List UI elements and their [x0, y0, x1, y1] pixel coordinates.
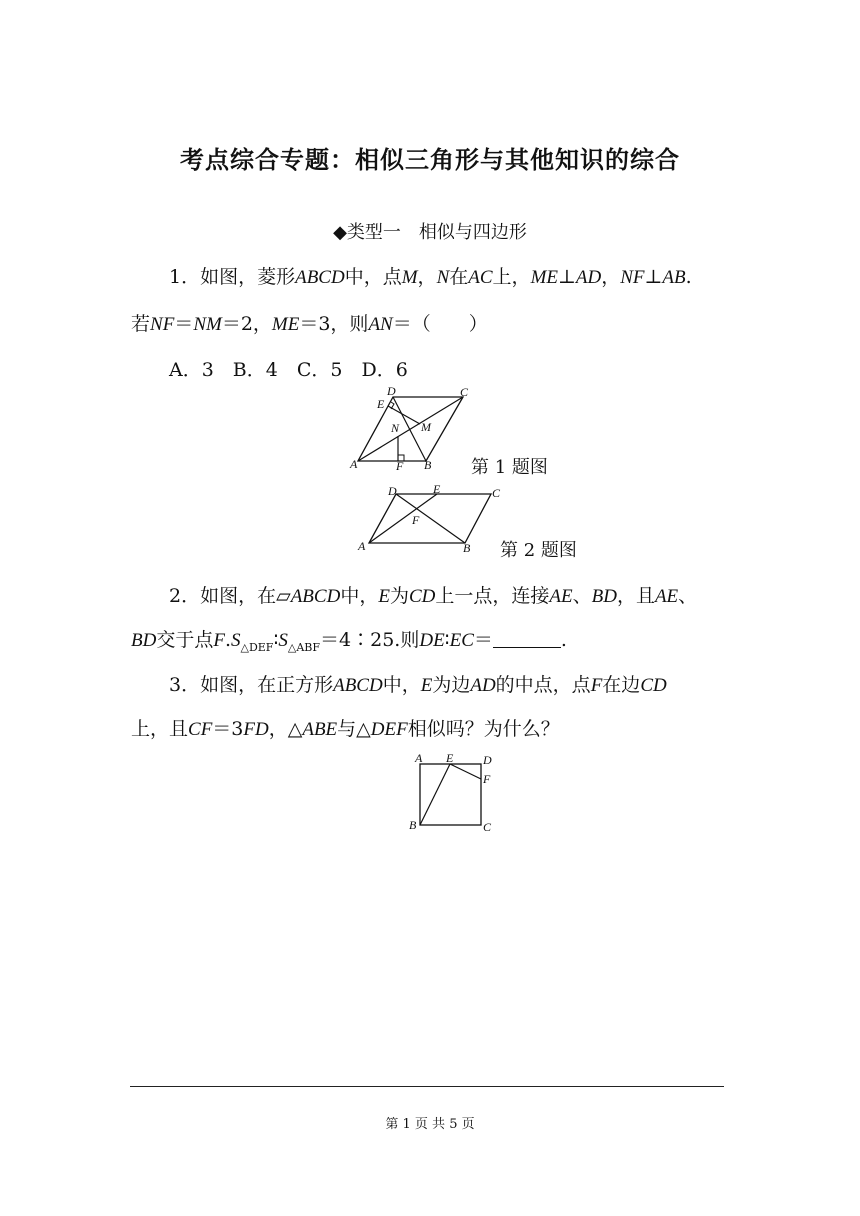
q1-caption: 第 1 题图: [471, 457, 548, 478]
segment-bd: [396, 494, 465, 543]
q2-line-2: BD交于点$F.S_{\triangle DEF}∶S_{\triangle ABF}=4∶25$.则DE∶EC＝ .: [131, 629, 567, 654]
label-a: A: [358, 539, 366, 553]
label-c: C: [483, 820, 492, 834]
label-a: A: [415, 751, 423, 765]
page-footer: 第 1 页 共 5 页: [385, 1117, 475, 1132]
diagonal-ac: [358, 397, 463, 461]
q2-line-1: 2．如图，在▱ABCD中，E为CD上一点，连接AE、BD，且AE、: [169, 585, 698, 607]
q1-rhombus-figure: [345, 384, 470, 474]
label-d: D: [483, 753, 492, 767]
answer-blank: [493, 629, 561, 648]
segment-ef: [450, 764, 481, 779]
label-b: B: [424, 458, 432, 472]
q1-line-1: 1．如图，菱形ABCD中，点M，N在AC上，ME⊥AD，NF⊥AB.: [169, 266, 692, 288]
label-b: B: [463, 541, 471, 555]
label-e: E: [446, 751, 454, 765]
segment-ae: [369, 494, 437, 543]
q3-square-figure: [405, 750, 500, 835]
diamond-bullet-icon: ◆: [333, 222, 347, 243]
label-d: D: [387, 384, 396, 398]
label-e: E: [377, 397, 385, 411]
q2-parallelogram-figure: [355, 482, 505, 557]
label-c: C: [460, 385, 469, 399]
q3-line-2: 上，且CF＝3FD，△ABE与△DEF相似吗？为什么？: [131, 718, 560, 740]
square-outline: [420, 764, 481, 825]
section-text: 类型一 相似与四边形: [346, 222, 527, 243]
label-f: F: [412, 513, 420, 527]
label-m: M: [421, 420, 431, 434]
label-d: D: [388, 484, 397, 498]
label-c: C: [492, 486, 501, 500]
q1-line-2: 若NF＝NM＝2，ME＝3，则AN＝（ ）: [131, 313, 488, 335]
q2-caption: 第 2 题图: [500, 540, 577, 561]
label-f: F: [396, 459, 404, 473]
page-title: 考点综合专题：相似三角形与其他知识的综合: [180, 145, 680, 174]
section-heading: [0, 218, 860, 244]
label-a: A: [350, 457, 358, 471]
q1-options: A．3 B．4 C．5 D．6: [169, 359, 408, 381]
label-e: E: [433, 482, 441, 496]
label-f: F: [483, 772, 491, 786]
q3-line-1: 3．如图，在正方形ABCD中，E为边AD的中点，点F在边CD: [169, 674, 667, 696]
label-b: B: [409, 818, 417, 832]
label-n: N: [391, 421, 400, 435]
segment-be: [420, 764, 450, 825]
footer-divider: [130, 1086, 724, 1087]
